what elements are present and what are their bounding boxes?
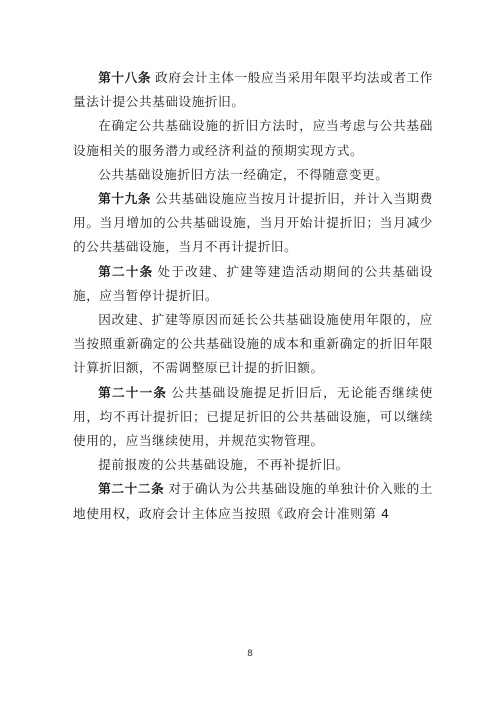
paragraph-article-18: [73, 66, 433, 114]
paragraph-early-scrap: [73, 453, 433, 477]
paragraph-extension: [73, 308, 433, 381]
article-heading-19: 第十九条: [98, 191, 152, 207]
paragraph-text: 政府会计主体一般应当采用年限平均法或者工作量法计提公共基础设施折旧。: [73, 70, 433, 110]
paragraph-text: 公共基础设施提足折旧后，无论能否继续使用，均不再计提折旧；已提足折旧的公共基础设施，可以继续使用的，应当继续使用，并规范实物管理。: [73, 384, 433, 449]
article-heading-21: 第二十一条: [98, 384, 168, 400]
document-body: [73, 66, 433, 526]
paragraph-depreciation-method: [73, 114, 433, 162]
paragraph-text: 公共基础设施应当按月计提折旧，并计入当期费用。当月增加的公共基础设施，当月开始计提折旧；当月减少的公共基础设施，当月不再计提折旧。: [73, 191, 433, 255]
paragraph-text: 提前报废的公共基础设施，不再补提折旧。: [98, 457, 349, 473]
paragraph-article-22: [73, 477, 433, 525]
paragraph-article-19: [73, 187, 433, 260]
paragraph-text: 在确定公共基础设施的折旧方法时，应当考虑与公共基础设施相关的服务潜力或经济利益的预期实现方式。: [73, 118, 433, 158]
paragraph-text: 处于改建、扩建等建造活动期间的公共基础设施，应当暂停计提折旧。: [73, 263, 434, 303]
page-number: 8: [247, 649, 253, 659]
paragraph-text: 对于确认为公共基础设施的单独计价入账的土地使用权，政府会计主体应当按照《政府会计准则第 4: [73, 481, 434, 521]
paragraph-method-no-change: [73, 163, 433, 187]
article-heading-18: 第十八条: [98, 70, 152, 85]
article-heading-20: 第二十条: [98, 263, 154, 279]
paragraph-text: 因改建、扩建等原因而延长公共基础设施使用年限的，应当按照重新确定的公共基础设施的成本和重新确定的折旧年限计算折旧额，不需调整原已计提的折旧额。: [73, 312, 433, 376]
article-heading-22: 第二十二条: [98, 481, 165, 497]
paragraph-article-21: [73, 381, 433, 454]
paragraph-article-20: [73, 260, 433, 308]
paragraph-text: 公共基础设施折旧方法一经确定，不得随意变更。: [98, 166, 389, 182]
